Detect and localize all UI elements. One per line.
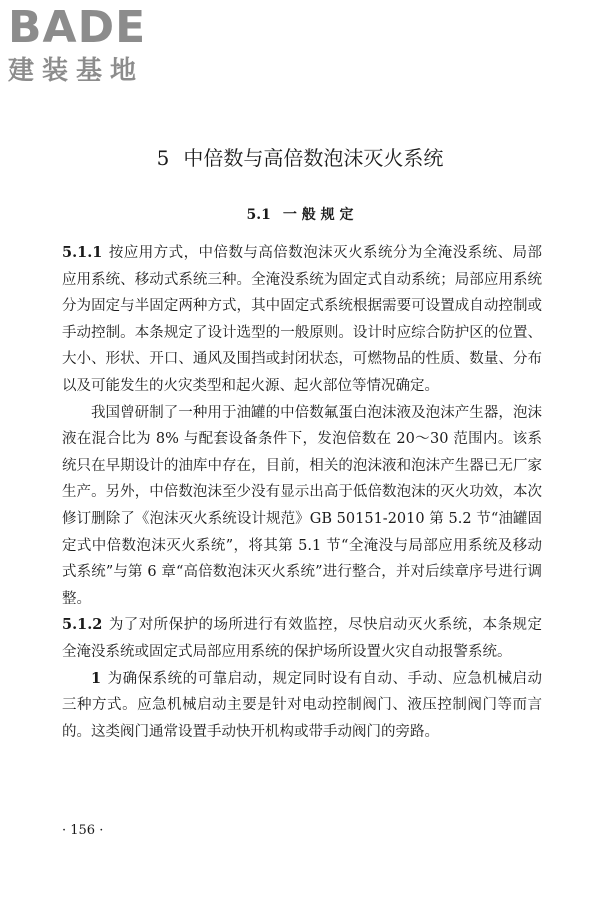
chapter-title bbox=[0, 145, 600, 171]
chapter-number: 5 bbox=[156, 146, 170, 170]
clause-text: 按应用方式，中倍数与高倍数泡沫灭火系统分为全淹没系统、局部应用系统、移动式系统三种。全淹没系统为固定式自动系统；局部应用系统分为固定与半固定两种方式，其中固定式系统根据需要可设置成自动控制或手动控制。本条规定了设计选型的一般原则。设计时应综合防护区的位置、大小、形状、开口、通风及围挡或封闭状态，可燃物品的性质、数量、分布以及可能发生的火灾类型和起火源、起火部位等情况确定。 bbox=[62, 245, 542, 394]
clause-text: 我国曾研制了一种用于油罐的中倍数氟蛋白泡沫液及泡沫产生器，泡沫液在混合比为 8% 与配套设备条件下，发泡倍数在 20～30 范围内。该系统只在早期设计的油库中存在，目前，相关的泡沫液和泡沫产生器已无厂家生产。另外，中倍数泡沫至少没有显示出高于低倍数泡沫的灭火功效，本次修订删除了《泡沫灭火系统设计规范》GB 50151-2010 第 5.2 节“油罐固定式中倍数泡沫灭火系统”，将其第 5.1 节“全淹没与局部应用系统及移动式系统”与第 6 章“高倍数泡沫灭火系统”进行整合，并对后续章序号进行调整。 bbox=[62, 404, 542, 607]
clause-5-1-1-explanation bbox=[62, 400, 542, 613]
clause-number: 5.1.1 bbox=[62, 244, 103, 261]
clause-text: 为了对所保护的场所进行有效监控，尽快启动灭火系统，本条规定全淹没系统或固定式局部应用系统的保护场所设置火灾自动报警系统。 bbox=[62, 617, 542, 660]
logo-brand-text: BADE bbox=[8, 2, 147, 53]
logo-subtitle: 建装基地 bbox=[8, 56, 145, 86]
clause-5-1-2 bbox=[62, 612, 542, 665]
section-title bbox=[0, 205, 600, 225]
clause-text: 为确保系统的可靠启动，规定同时设有自动、手动、应急机械启动三种方式。应急机械启动主要是针对电动控制阀门、液压控制阀门等而言的。这类阀门通常设置手动快开机构或带手动阀门的旁路。 bbox=[62, 670, 542, 740]
clause-5-1-2-item-1 bbox=[62, 666, 542, 746]
page-number: · 156 · bbox=[62, 823, 104, 838]
clause-number: 5.1.2 bbox=[62, 616, 103, 634]
clause-5-1-1 bbox=[62, 240, 542, 400]
brand-logo bbox=[8, 4, 178, 86]
section-number: 5.1 bbox=[246, 207, 271, 223]
section-title-text: 一 般 规 定 bbox=[282, 207, 354, 223]
chapter-title-text: 中倍数与高倍数泡沫灭火系统 bbox=[183, 146, 444, 170]
body-text bbox=[62, 240, 542, 745]
item-number: 1 bbox=[91, 669, 102, 687]
